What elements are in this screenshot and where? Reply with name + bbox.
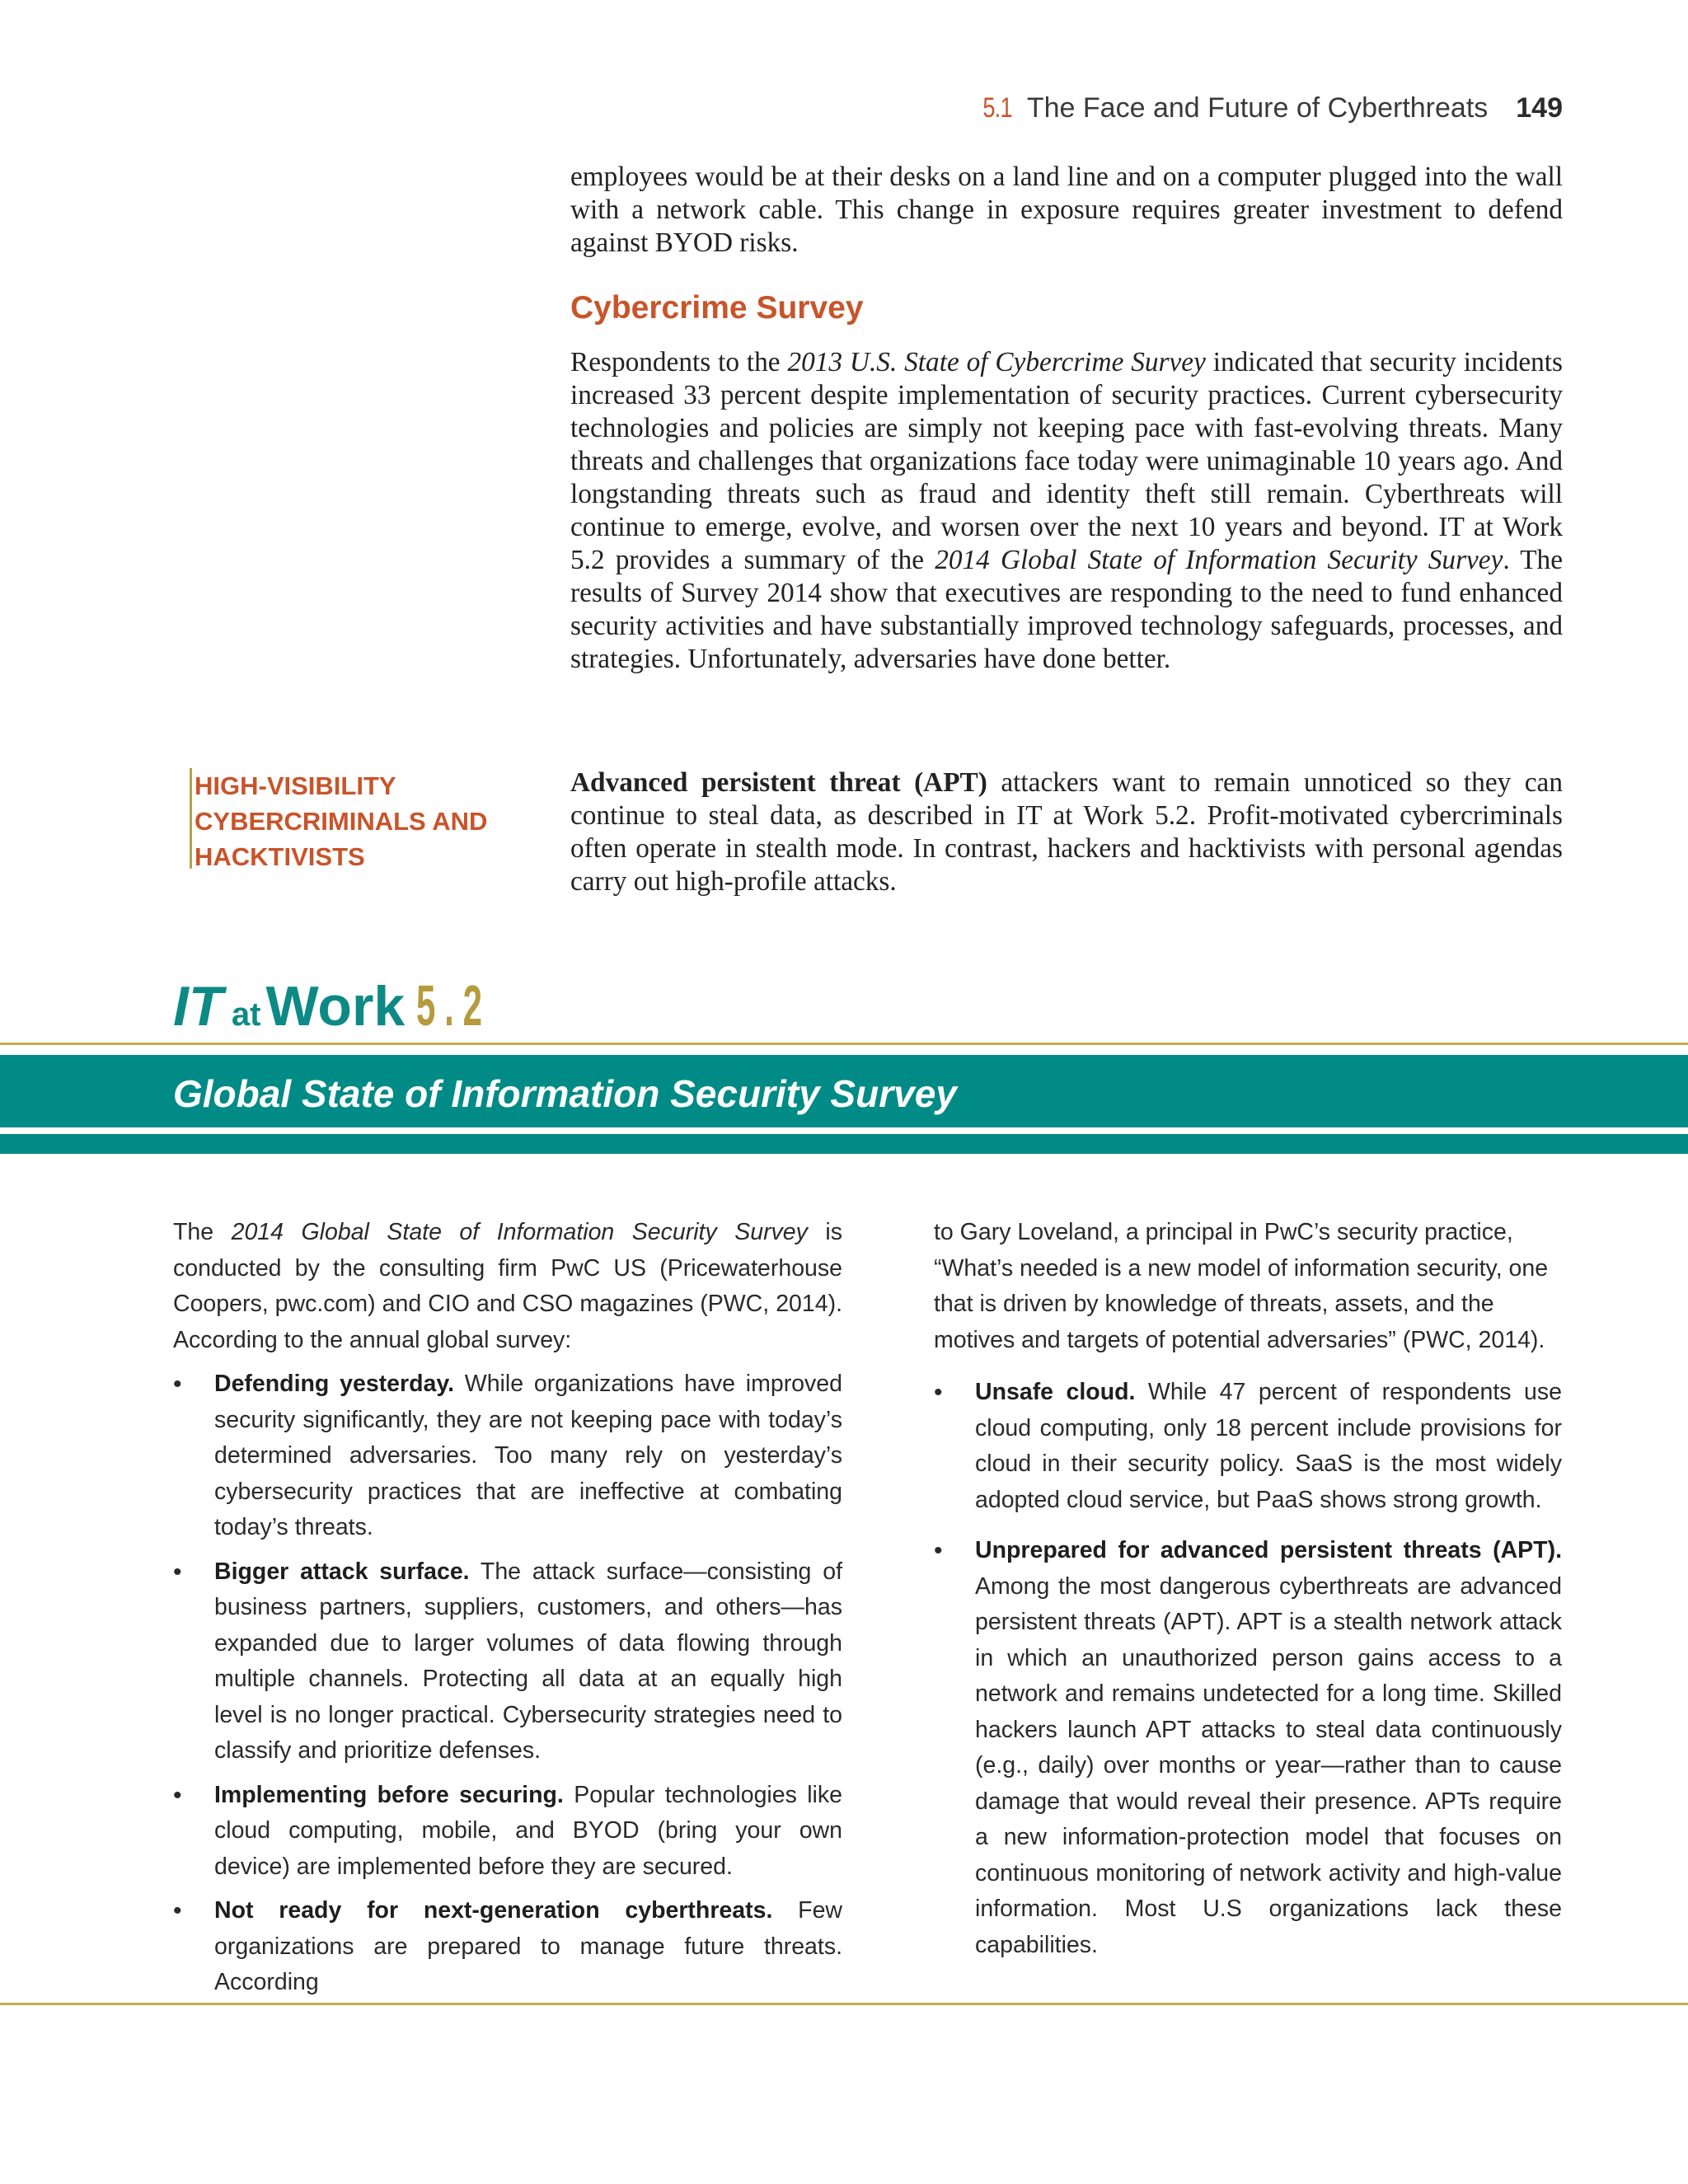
bullet-item <box>173 1893 842 2001</box>
bullet-text: While organizations have improved security significantly, they are not keeping pace with today’s determined adversaries. Too many rely on yesterday’s cybersecurity practices that are ineffective at combating today’s threats. <box>214 1371 842 1540</box>
survey-text-2: indicated that security incidents increased 33 percent despite implementation of security practices. Current cybersecurity technologies and policies are simply not keeping pace with fast-evolving threats. Many threats and challenges that organizations face today were unimaginable 10 years ago. And longstanding threats such as fraud and identity theft still remain. Cyberthreats will continue to emerge, evolve, and worsen over the next 10 years and beyond. IT at Work 5.2 provides a summary of the <box>570 347 1564 575</box>
apt-term: Advanced persistent threat (APT) <box>570 767 987 798</box>
bullet-text: Among the most dangerous cyberthreats are advanced persistent threats (APT). APT is a stealth network attack in which an unauthorized person gains access to a network and remains undetected for a long time. Skilled hackers launch APT attacks to steal data continuously (e.g., daily) over months or year—rather than to cause damage that would reveal their presence. APTs require a new information-protection model that focuses on continuous monitoring of network activity and high-value information. Most U.S organizations lack these capabilities. <box>975 1572 1562 1958</box>
margin-note <box>190 768 513 869</box>
bullet-title: Defending yesterday. <box>214 1371 455 1397</box>
bullet-item <box>173 1366 842 1546</box>
survey-text-1: Respondents to the <box>570 347 788 377</box>
bullet-title: Unsafe cloud. <box>975 1379 1136 1405</box>
section-number: 5.1 <box>982 92 1012 124</box>
box-left-column <box>173 1215 842 2001</box>
bullet-text: The attack surface—consisting of business partners, suppliers, customers, and others—has expanded due to larger volumes of data flowing through multiple channels. Protecting all data at an equally high level is no longer practical. Cybersecurity strategies need to classify and prioritize defenses. <box>214 1558 842 1764</box>
box-intro-text-1: The <box>173 1219 232 1245</box>
it-at-work-title <box>173 972 542 1038</box>
bullet-item <box>173 1554 842 1769</box>
apt-paragraph <box>570 766 1563 898</box>
title-at: at <box>231 996 261 1033</box>
survey-title-2013: 2013 U.S. State of Cybercrime Survey <box>787 347 1206 377</box>
bullet-title: Bigger attack surface. <box>214 1558 470 1585</box>
box-number: 5.2 <box>416 973 492 1038</box>
bullet-text: Few organizations are prepared to manage future threats. According <box>214 1897 842 1995</box>
survey-paragraph <box>570 346 1563 676</box>
box-right-column <box>934 1215 1562 1963</box>
intro-paragraph: employees would be at their desks on a land line and on a computer plugged into the wall with a network cable. This change in exposure requires greater investment to defend against BYOD risks. <box>570 162 1563 258</box>
survey-text-3: . The results of Survey 2014 show that executives are responding to the need to fund enhanced security activities and have substantially improved technology safeguards, processes, and strategies. Unfortunately, adversaries have done better. <box>570 545 1563 674</box>
box-intro-text-2: is conducted by the consulting firm PwC US (Pricewaterhouse Coopers, pwc.com) and CIO and CSO magazines (PWC, 2014). According to the annual global survey: <box>173 1219 842 1353</box>
divider-bottom <box>0 2003 1688 2005</box>
bullet-item <box>934 1375 1562 1518</box>
survey-title-2014: 2014 Global State of Information Security Survey <box>935 545 1503 575</box>
bullet-text: Popular technologies like cloud computing, mobile, and BYOD (bring your own device) are implemented before they are secured. <box>214 1781 842 1880</box>
bullet-item <box>934 1533 1562 1963</box>
box-intro-paragraph <box>173 1215 842 1358</box>
bullet-title: Implementing before securing. <box>214 1781 564 1808</box>
banner-underline <box>0 1134 1688 1154</box>
box-intro-survey-title: 2014 Global State of Information Security Survey <box>231 1219 808 1245</box>
page-number: 149 <box>1516 92 1563 124</box>
title-it: IT <box>173 975 223 1038</box>
box-banner-title: Global State of Information Security Survey <box>173 1072 957 1115</box>
bullet-item <box>173 1778 842 1886</box>
bullet-title: Unprepared for advanced persistent threats (APT). <box>975 1537 1562 1563</box>
margin-note-text: HIGH-VISIBILITY CYBERCRIMINALS AND HACKTIVISTS <box>195 771 488 871</box>
section-heading: Cybercrime Survey <box>570 290 864 326</box>
title-work: Work <box>265 975 406 1038</box>
chapter-title: The Face and Future of Cyberthreats <box>1026 92 1489 124</box>
apt-text: attackers want to remain unnoticed so they can continue to steal data, as described in IT at Work 5.2. Profit-motivated cybercriminals often operate in stealth mode. In contrast, hackers and hacktivists with personal agendas carry out high-profile attacks. <box>570 767 1563 897</box>
divider-top <box>0 1043 1688 1045</box>
bullet-text: While 47 percent of respondents use cloud computing, only 18 percent include provisions for cloud in their security policy. SaaS is the most widely adopted cloud service, but PaaS shows strong growth. <box>975 1379 1562 1513</box>
continuation-paragraph: to Gary Loveland, a principal in PwC’s security practice, “What’s needed is a new model of information security, one that is driven by knowledge of threats, assets, and the motives and targets of potential adversaries” (PWC, 2014). <box>934 1219 1549 1353</box>
bullet-title: Not ready for next-generation cyberthreats. <box>214 1897 773 1924</box>
running-header <box>979 92 1563 124</box>
